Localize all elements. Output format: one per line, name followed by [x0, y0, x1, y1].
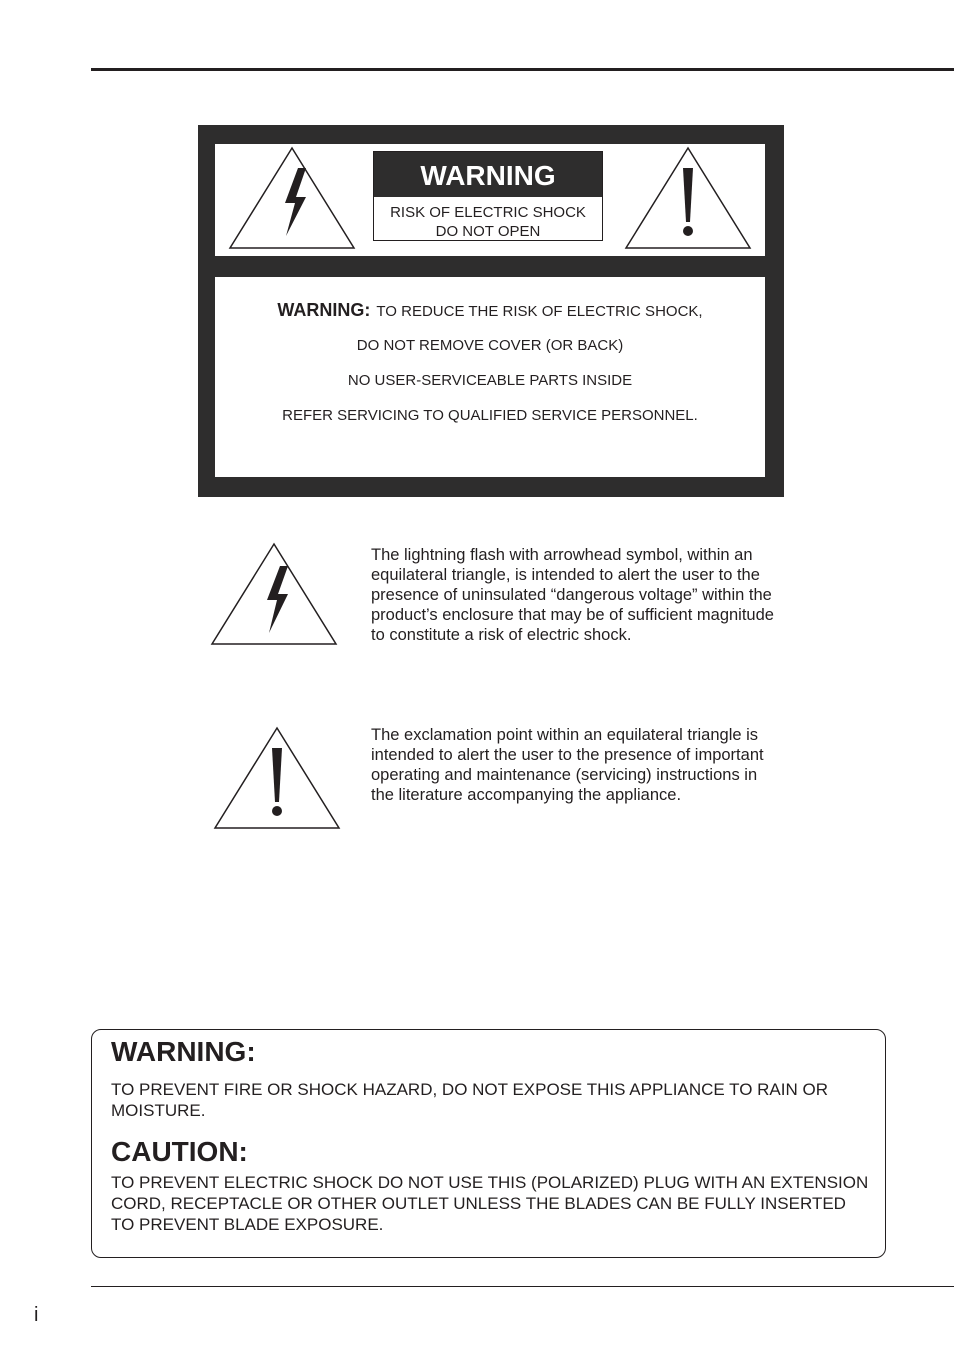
warning-box-title: WARNING	[374, 152, 602, 197]
warning-label-prefix: WARNING:	[277, 300, 371, 320]
warning-text: TO PREVENT FIRE OR SHOCK HAZARD, DO NOT EXPOSE THIS APPLIANCE TO RAIN OR MOISTURE.	[111, 1080, 828, 1120]
caution-text: TO PREVENT ELECTRIC SHOCK DO NOT USE THIS (POLARIZED) PLUG WITH AN EXTENSION CORD, RECEPTACLE OR OTHER OUTLET UNLESS THE BLADES CAN BE FULLY INSERTED TO PREVENT BLADE EXPOSURE.	[111, 1173, 869, 1234]
warning-label-line-1-text: TO REDUCE THE RISK OF ELECTRIC SHOCK,	[376, 303, 703, 320]
lightning-symbol-description: The lightning flash with arrowhead symbol, within an equilateral triangle, is intended to alert the user to the presence of uninsulated “dangerous voltage” within the product’s enclosure that may be of sufficient magnitude to constitute a risk of electric shock.	[371, 546, 774, 644]
warning-box-line-2: DO NOT OPEN	[435, 223, 541, 240]
exclamation-triangle-icon	[624, 146, 752, 250]
warning-label-line-4: REFER SERVICING TO QUALIFIED SERVICE PERSONNEL.	[282, 407, 698, 424]
risk-of-shock-box	[373, 151, 603, 241]
warning-label-bottom-panel	[215, 277, 765, 477]
warning-label	[198, 125, 784, 497]
lightning-triangle-icon	[228, 146, 356, 250]
warning-label-top-panel	[215, 144, 765, 256]
warning-label-line-3: NO USER-SERVICEABLE PARTS INSIDE	[347, 372, 633, 389]
exclamation-triangle-icon	[213, 726, 341, 830]
warning-label-line-2: DO NOT REMOVE COVER (OR BACK)	[356, 337, 624, 354]
caution-heading: CAUTION:	[111, 1136, 248, 1167]
warning-box-line-1: RISK OF ELECTRIC SHOCK	[390, 204, 586, 221]
warning-caution-box	[91, 1029, 886, 1258]
bottom-rule	[91, 1286, 954, 1287]
warning-label-line-1	[215, 300, 765, 321]
exclamation-symbol-description: The exclamation point within an equilateral triangle is intended to alert the user to the presence of important operating and maintenance (servicing) instructions in the literature accompanying the appliance.	[371, 726, 764, 804]
page-number: i	[34, 1304, 39, 1326]
top-rule	[91, 68, 954, 71]
warning-heading: WARNING:	[111, 1036, 256, 1067]
lightning-triangle-icon	[210, 542, 338, 646]
